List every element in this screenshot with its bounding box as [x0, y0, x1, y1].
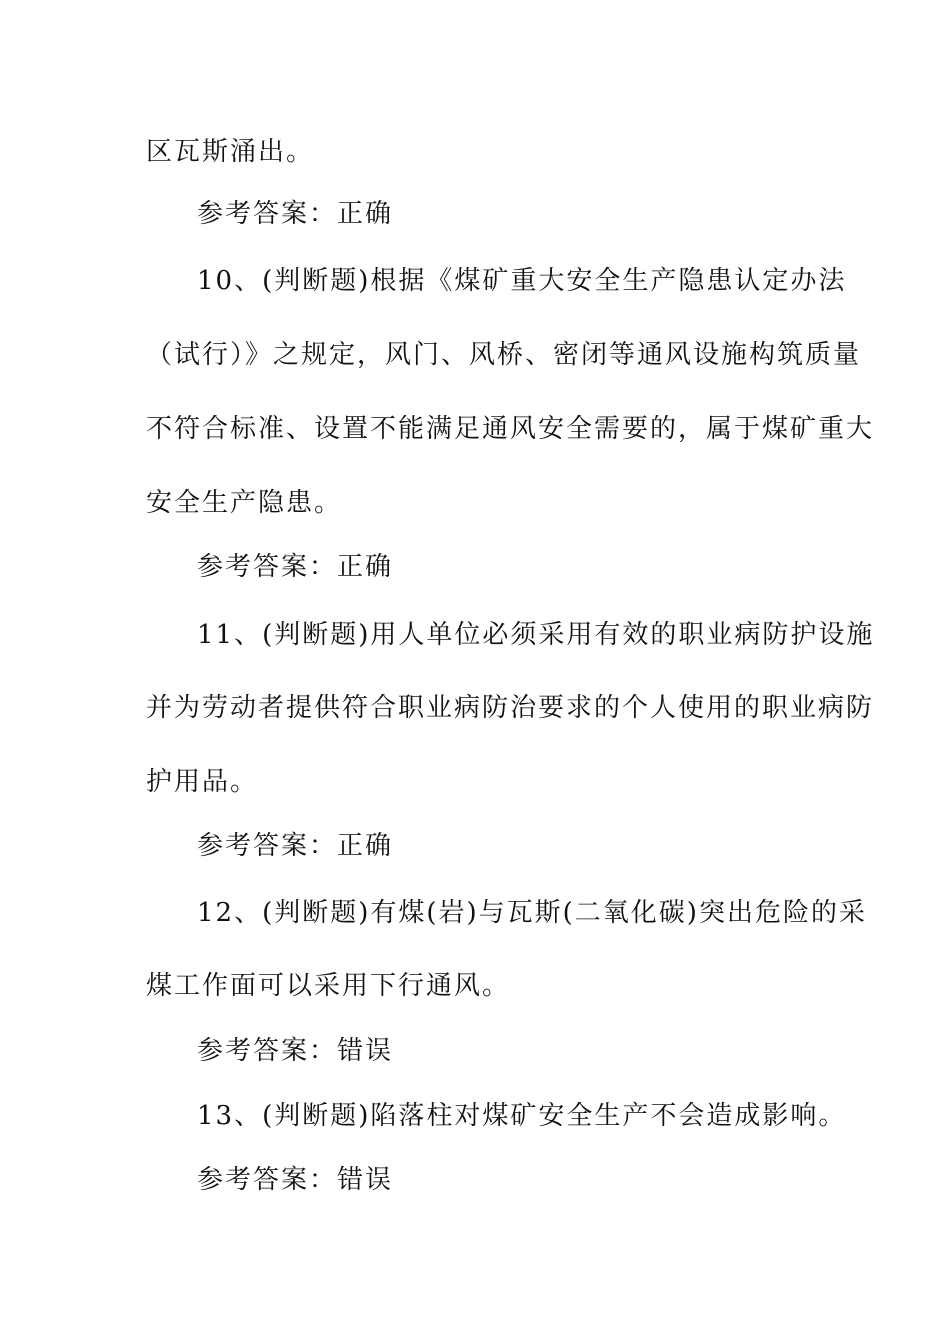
- q10-text-line-4: 安全生产隐患。: [146, 488, 343, 518]
- q10-answer: 参考答案：正确: [197, 552, 394, 582]
- q13-text-line-1: 13、(判断题)陷落柱对煤矿安全生产不会造成影响。: [197, 1101, 847, 1131]
- q11-text-line-3: 护用品。: [146, 767, 259, 797]
- q10-text-line-3: 不符合标准、设置不能满足通风安全需要的，属于煤矿重大: [146, 414, 875, 444]
- q10-text-line-1: 10、(判断题)根据《煤矿重大安全生产隐患认定办法: [197, 266, 847, 296]
- q9-answer: 参考答案：正确: [197, 199, 394, 229]
- q12-answer: 参考答案：错误: [197, 1036, 394, 1066]
- q11-text-line-1: 11、(判断题)用人单位必须采用有效的职业病防护设施: [197, 620, 875, 650]
- q12-text-line-1: 12、(判断题)有煤(岩)与瓦斯(二氧化碳)突出危险的采: [197, 898, 867, 928]
- q12-text-line-2: 煤工作面可以采用下行通风。: [146, 971, 511, 1001]
- q10-text-line-2: （试行）》之规定，风门、风桥、密闭等通风设施构筑质量: [146, 340, 862, 370]
- q9-text-end: 区瓦斯涌出。: [146, 137, 315, 167]
- q11-answer: 参考答案：正确: [197, 831, 394, 861]
- q11-text-line-2: 并为劳动者提供符合职业病防治要求的个人使用的职业病防: [146, 693, 875, 723]
- q13-answer: 参考答案：错误: [197, 1165, 394, 1195]
